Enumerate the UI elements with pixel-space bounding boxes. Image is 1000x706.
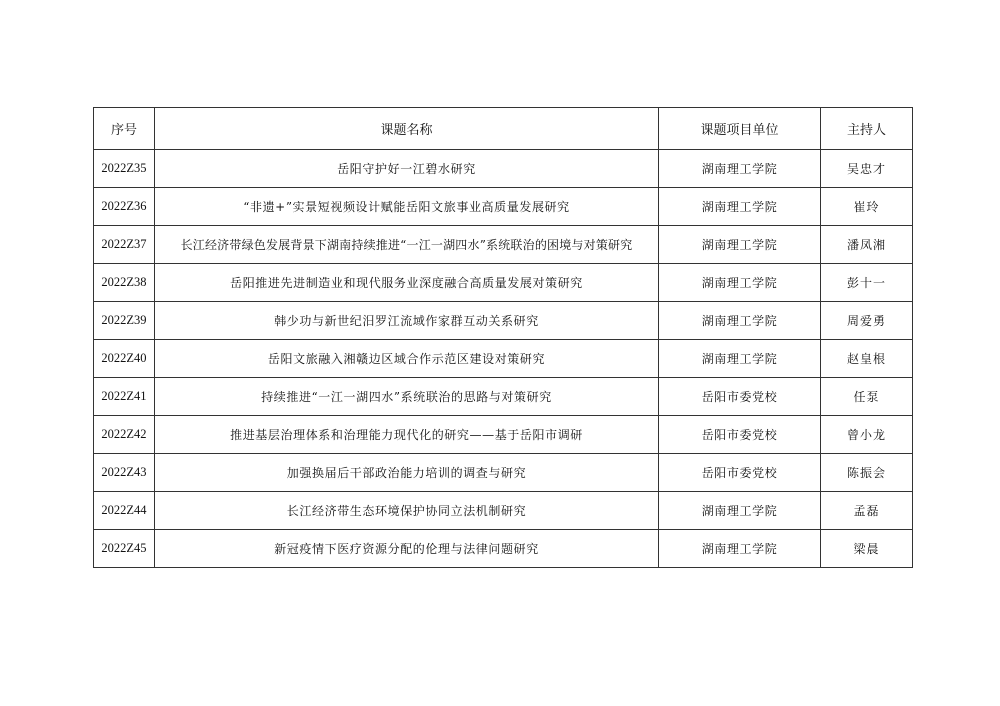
row-id: 2022Z45 <box>94 530 155 568</box>
row-host: 潘凤湘 <box>821 226 913 264</box>
row-unit: 岳阳市委党校 <box>659 378 821 416</box>
table-row <box>94 264 913 302</box>
row-title: 岳阳守护好一江碧水研究 <box>155 150 659 188</box>
project-list-sheet <box>93 107 912 568</box>
row-host: 吴忠才 <box>821 150 913 188</box>
table-row <box>94 150 913 188</box>
table-row <box>94 340 913 378</box>
row-unit: 湖南理工学院 <box>659 150 821 188</box>
row-host: 孟磊 <box>821 492 913 530</box>
row-host: 彭十一 <box>821 264 913 302</box>
row-id: 2022Z42 <box>94 416 155 454</box>
table-row <box>94 302 913 340</box>
row-host: 周爱勇 <box>821 302 913 340</box>
row-host: 陈振会 <box>821 454 913 492</box>
row-title: 加强换届后干部政治能力培训的调查与研究 <box>155 454 659 492</box>
row-title: 新冠疫情下医疗资源分配的伦理与法律问题研究 <box>155 530 659 568</box>
table-header-row <box>94 108 913 150</box>
row-host: 赵皇根 <box>821 340 913 378</box>
row-unit: 湖南理工学院 <box>659 226 821 264</box>
row-title: 长江经济带生态环境保护协同立法机制研究 <box>155 492 659 530</box>
row-title: 岳阳推进先进制造业和现代服务业深度融合高质量发展对策研究 <box>155 264 659 302</box>
project-table <box>93 107 913 568</box>
row-unit: 湖南理工学院 <box>659 302 821 340</box>
row-id: 2022Z35 <box>94 150 155 188</box>
table-row <box>94 226 913 264</box>
row-unit: 湖南理工学院 <box>659 530 821 568</box>
row-title: 持续推进“一江一湖四水”系统联治的思路与对策研究 <box>155 378 659 416</box>
table-row <box>94 454 913 492</box>
row-host: 崔玲 <box>821 188 913 226</box>
table-row <box>94 188 913 226</box>
table-row <box>94 378 913 416</box>
row-title: 韩少功与新世纪汨罗江流域作家群互动关系研究 <box>155 302 659 340</box>
header-unit: 课题项目单位 <box>659 108 821 150</box>
row-title: 推进基层治理体系和治理能力现代化的研究——基于岳阳市调研 <box>155 416 659 454</box>
header-host: 主持人 <box>821 108 913 150</box>
row-unit: 湖南理工学院 <box>659 264 821 302</box>
row-unit: 岳阳市委党校 <box>659 454 821 492</box>
row-id: 2022Z38 <box>94 264 155 302</box>
row-title: “非遗+”实景短视频设计赋能岳阳文旅事业高质量发展研究 <box>155 188 659 226</box>
row-id: 2022Z41 <box>94 378 155 416</box>
row-id: 2022Z40 <box>94 340 155 378</box>
table-row <box>94 530 913 568</box>
row-title: 岳阳文旅融入湘赣边区域合作示范区建设对策研究 <box>155 340 659 378</box>
row-host: 梁晨 <box>821 530 913 568</box>
row-unit: 湖南理工学院 <box>659 188 821 226</box>
header-title: 课题名称 <box>155 108 659 150</box>
row-unit: 岳阳市委党校 <box>659 416 821 454</box>
row-id: 2022Z43 <box>94 454 155 492</box>
row-unit: 湖南理工学院 <box>659 340 821 378</box>
row-unit: 湖南理工学院 <box>659 492 821 530</box>
table-row <box>94 492 913 530</box>
table-row <box>94 416 913 454</box>
row-id: 2022Z36 <box>94 188 155 226</box>
row-title: 长江经济带绿色发展背景下湖南持续推进“一江一湖四水”系统联治的困境与对策研究 <box>155 226 659 264</box>
row-host: 曾小龙 <box>821 416 913 454</box>
row-host: 任泵 <box>821 378 913 416</box>
row-id: 2022Z39 <box>94 302 155 340</box>
header-index: 序号 <box>94 108 155 150</box>
row-id: 2022Z37 <box>94 226 155 264</box>
row-id: 2022Z44 <box>94 492 155 530</box>
